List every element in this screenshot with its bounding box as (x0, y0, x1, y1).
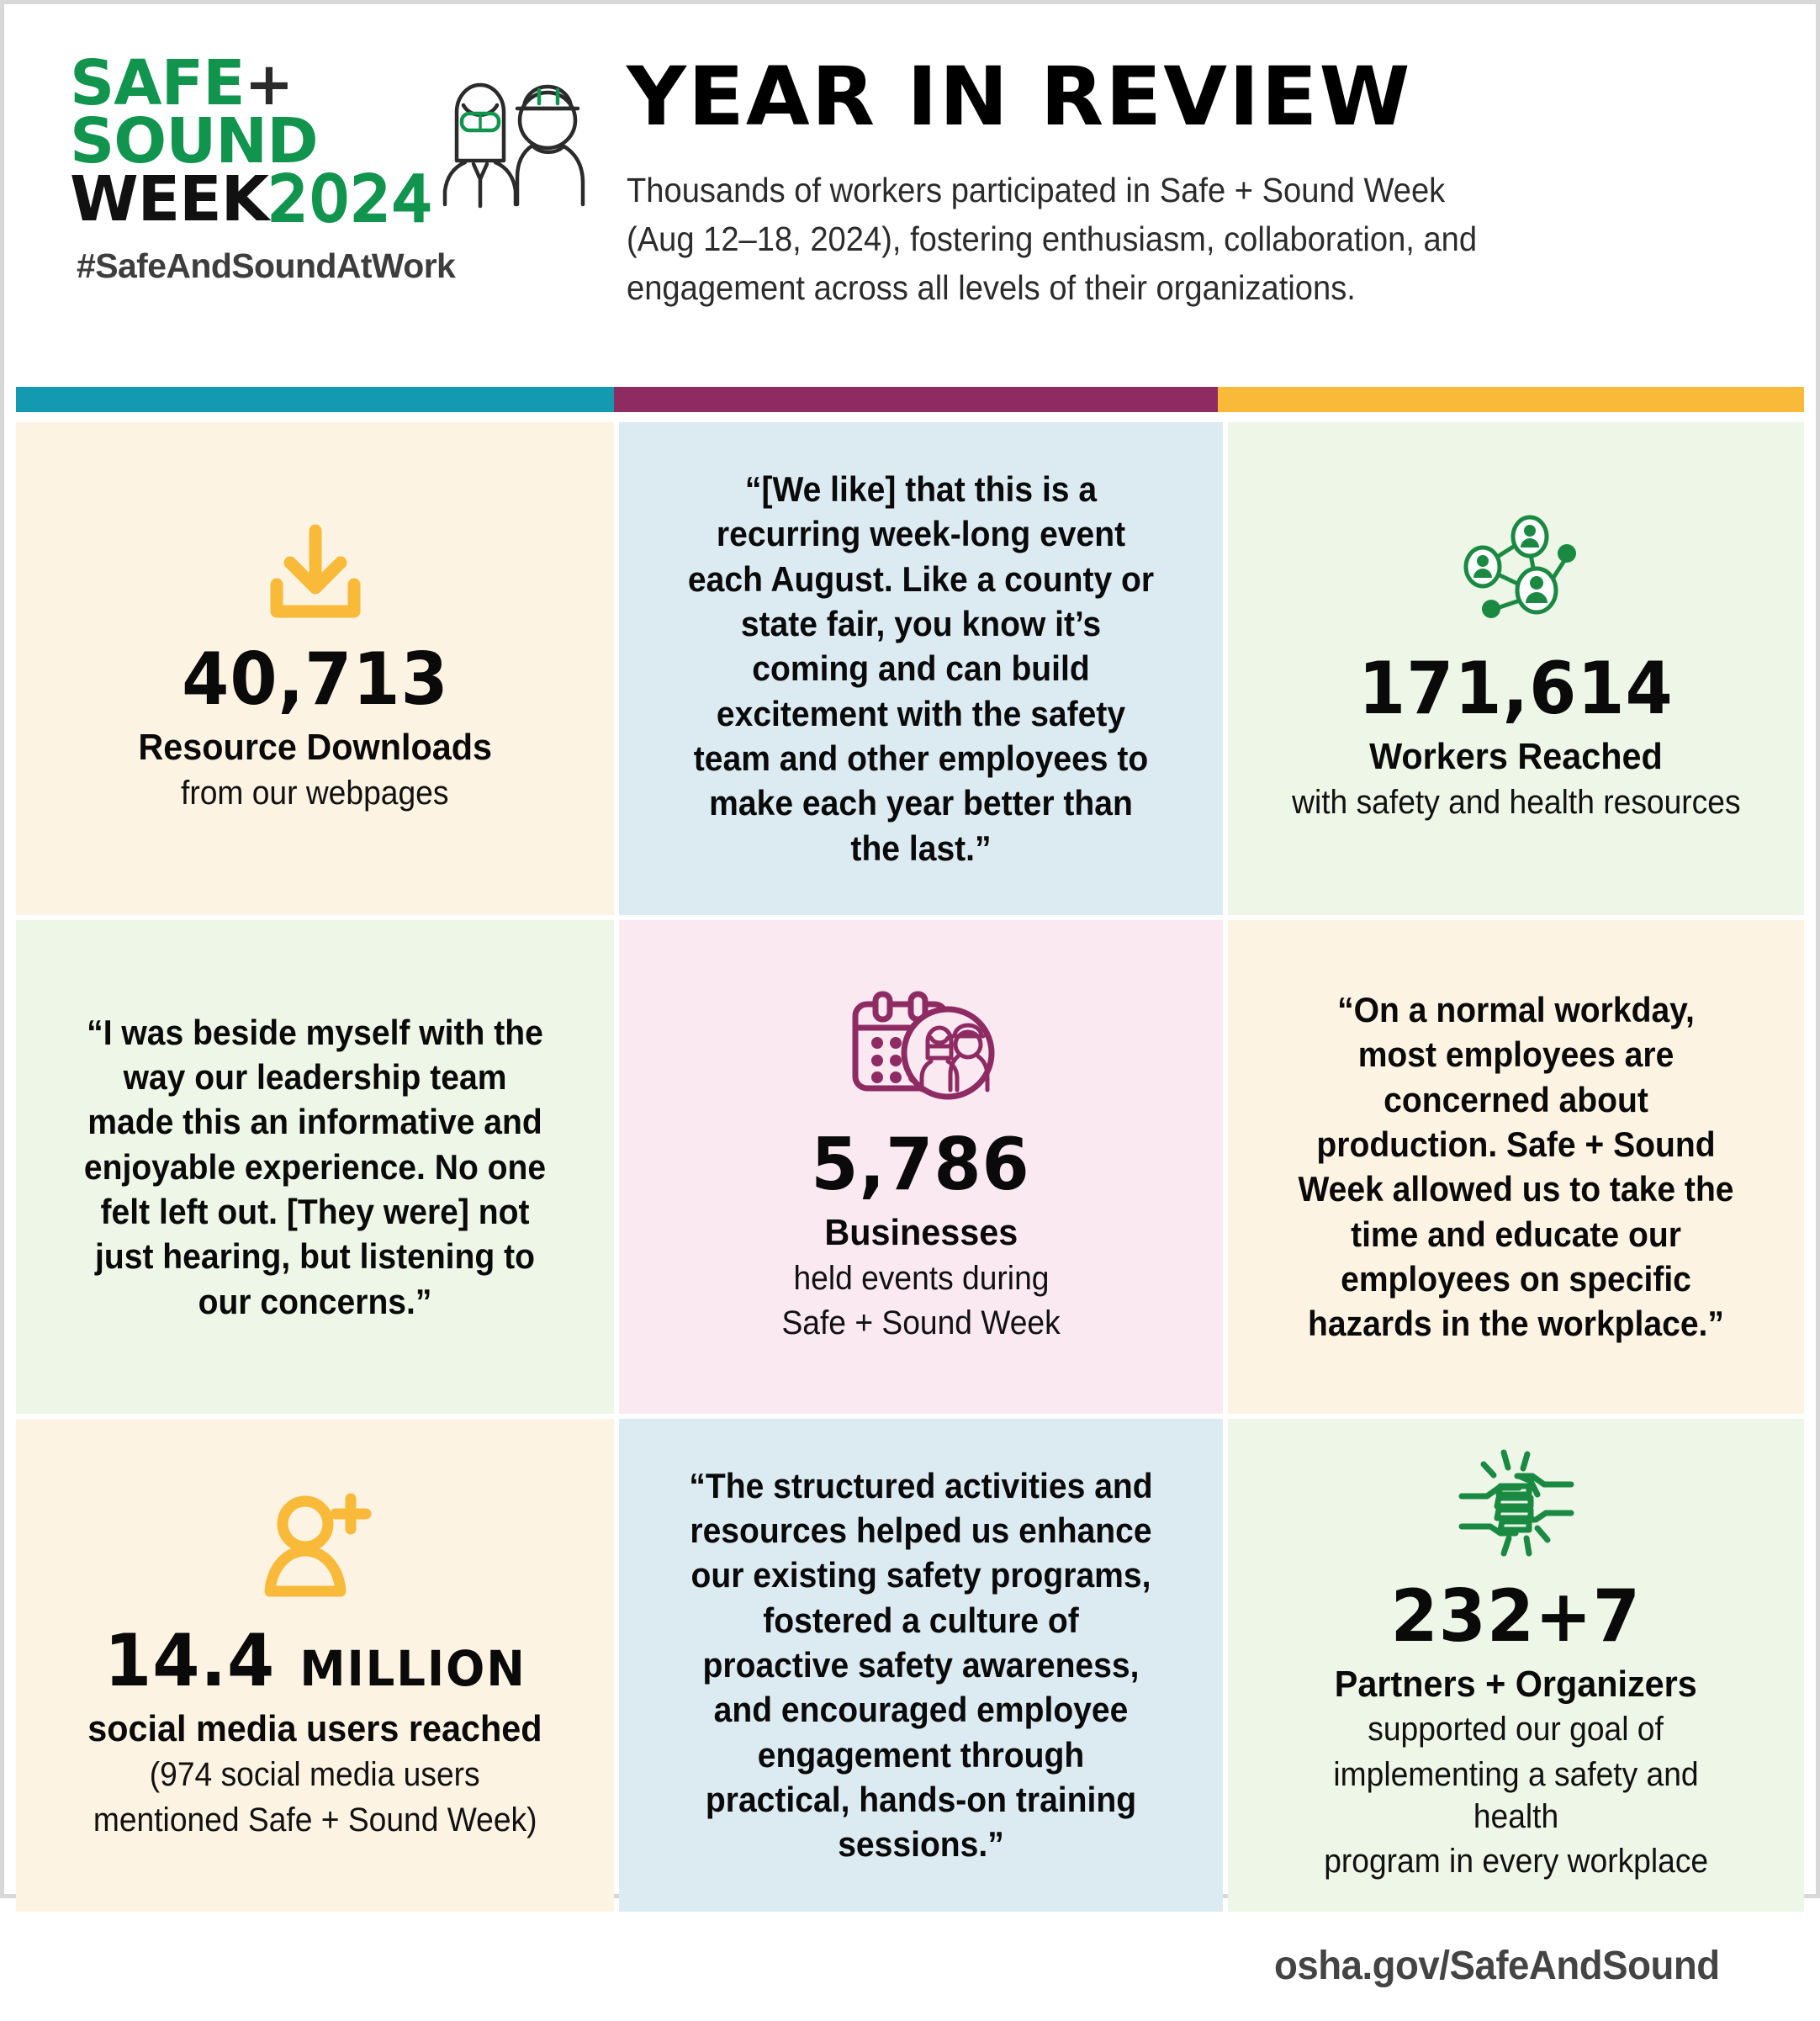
stat-sublabel-line2: mentioned Safe + Sound Week) (93, 1801, 537, 1838)
stat-sublabel-line2: implementing a safety and health (1333, 1756, 1699, 1835)
stat-sublabel-line1: held events during (792, 1259, 1050, 1297)
stat-sublabel: from our webpages (181, 775, 449, 812)
joined-hands-icon (1453, 1447, 1579, 1558)
hashtag: #SafeAndSoundAtWork (77, 246, 456, 286)
logo-block (4, 4, 610, 286)
stat-sublabel-line1: supported our goal of (1368, 1711, 1664, 1749)
page-title: YEAR IN REVIEW (627, 50, 1412, 144)
stat-sublabel-line3: program in every workplace (1324, 1843, 1708, 1881)
stat-number-value: 14.4 (103, 1619, 275, 1704)
stat-number: 171,614 (1358, 647, 1674, 732)
logo-line-sound: SOUND (70, 104, 318, 177)
footer (4, 1912, 1816, 2021)
network-people-icon (1449, 513, 1584, 631)
stat-number-unit: MILLION (299, 1640, 526, 1698)
bar-magenta (614, 387, 1218, 412)
stat-number: 5,786 (811, 1122, 1031, 1207)
two-workers-icon (440, 61, 600, 217)
logo-line-week-year (70, 162, 434, 235)
stat-number (103, 1619, 526, 1704)
cell-quote-workday (1228, 920, 1804, 1413)
user-plus-icon (257, 1489, 374, 1603)
bar-yellow (1218, 387, 1804, 412)
cell-businesses (619, 920, 1223, 1413)
calendar-workers-icon (847, 989, 995, 1107)
footer-url[interactable]: osha.gov/SafeAndSound (1274, 1944, 1721, 1989)
stat-label: Partners + Organizers (1334, 1663, 1698, 1705)
header-text (610, 4, 1816, 313)
logo-text-week: WEEK (70, 162, 269, 235)
stats-grid (16, 422, 1804, 1912)
logo-text-year: 2024 (268, 162, 434, 235)
color-bar-strip (16, 387, 1804, 412)
stat-number: 232+7 (1390, 1574, 1642, 1659)
cell-resource-downloads (16, 422, 614, 915)
quote-text: “I was beside myself with the way our leadership team made this an informative and enjoyable experience. No one felt left out. [They were] not just hearing, but listening to our concerns.” (83, 1012, 547, 1321)
stat-sublabel: with safety and health resources (1291, 784, 1741, 822)
stat-sublabel-line2: Safe + Sound Week (781, 1304, 1061, 1342)
logo-line-safe (70, 47, 433, 119)
header (4, 4, 1816, 387)
cell-social-media (16, 1419, 614, 1912)
cell-quote-structured (619, 1419, 1223, 1912)
logo-wordmark (70, 47, 434, 235)
page-subtitle: Thousands of workers participated in Safe + Sound Week (Aug 12–18, 2024), fostering enthusiasm, collaboration, and engagement across all levels of their organizations. (627, 171, 1478, 308)
cell-workers-reached (1228, 422, 1804, 915)
quote-text: “On a normal workday, most employees are concerned about production. Safe + Sound Week allowed us to take the time and educate our employees on specific hazards in the workplace.” (1298, 990, 1734, 1344)
logo-text-safe: SAFE (70, 47, 245, 119)
stat-label: social media users reached (87, 1708, 542, 1750)
cell-quote-leadership (16, 920, 614, 1413)
quote-text: “[We like] that this is a recurring week-long event each August. Like a county or state fair, you know it’s coming and can build excitement with the safety team and other employees to make each year better than the last.” (687, 469, 1155, 868)
quote-text: “The structured activities and resources helped us enhance our existing safety programs, fostered a culture of proactive safety awareness, and encouraged employee engagement through practical, hands-on training sessions.” (689, 1465, 1153, 1865)
bar-teal (16, 387, 614, 412)
logo-plus-icon: + (244, 50, 294, 119)
cell-partners-organizers (1228, 1419, 1804, 1912)
logo-lockup (70, 47, 610, 235)
download-icon (262, 522, 369, 622)
stat-label: Workers Reached (1369, 736, 1663, 778)
stat-label: Resource Downloads (138, 727, 492, 769)
stat-number: 40,713 (181, 638, 449, 722)
cell-quote-recurring (619, 422, 1223, 915)
stat-sublabel-line1: (974 social media users (150, 1756, 480, 1794)
stat-label: Businesses (824, 1211, 1018, 1253)
